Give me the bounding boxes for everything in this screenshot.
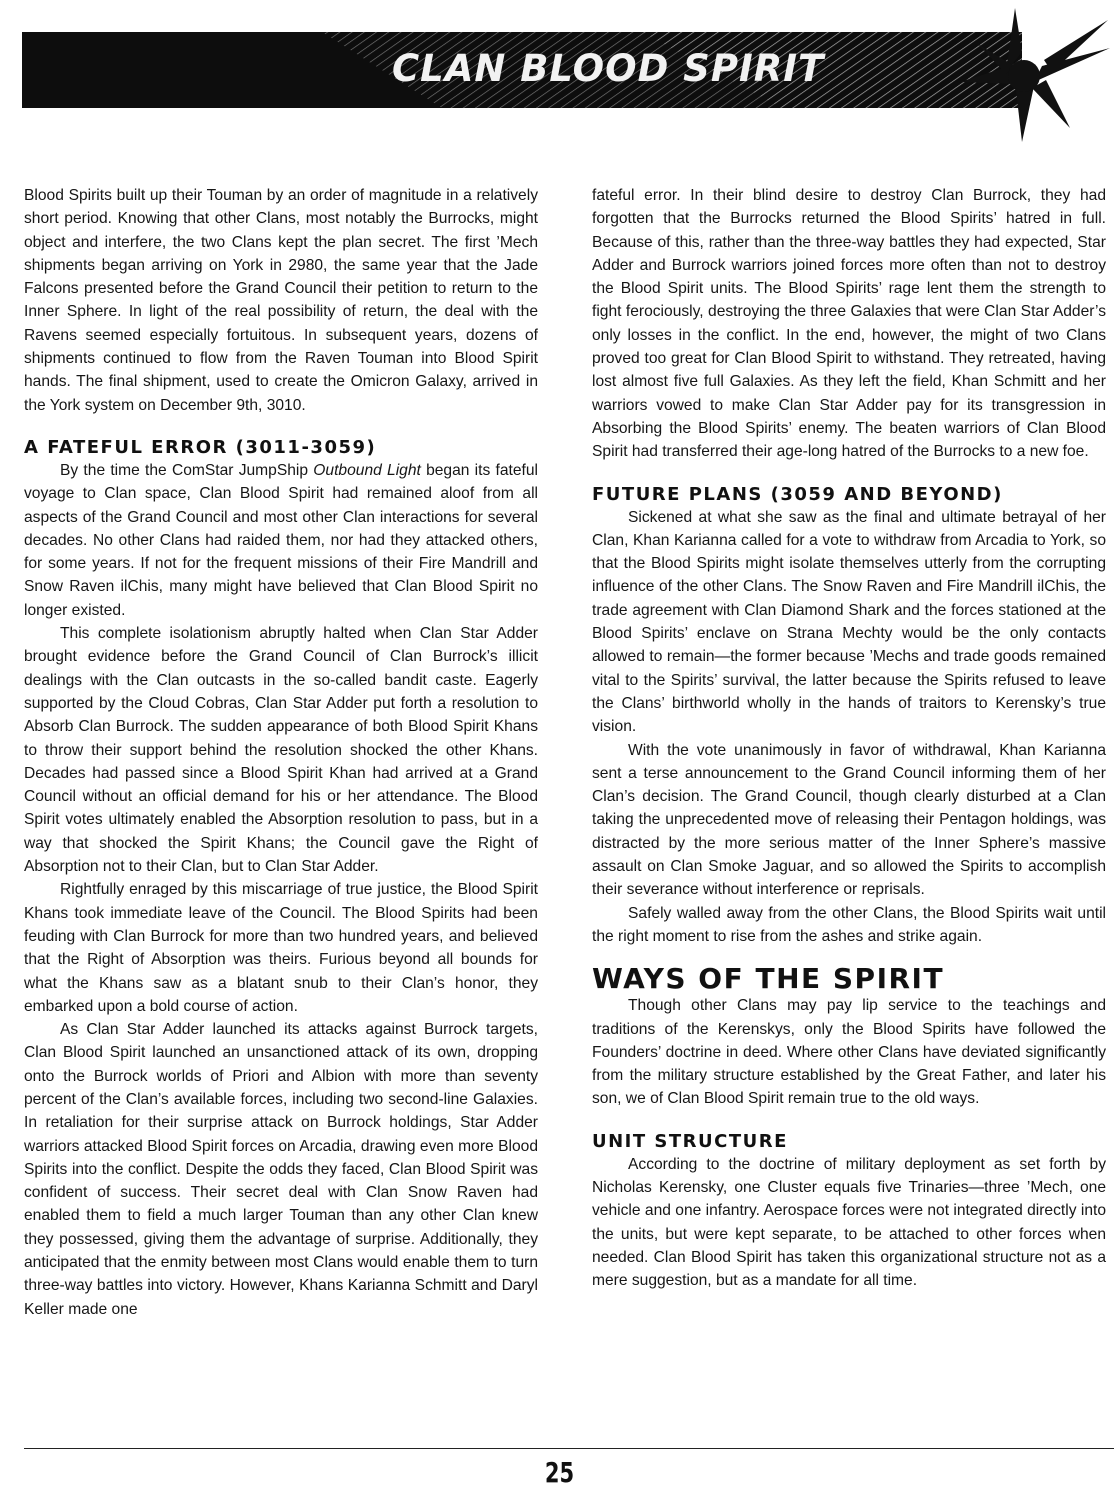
star-emblem-icon: [960, 8, 1110, 148]
paragraph-text: By the time the ComStar JumpShip: [60, 461, 314, 479]
continued-paragraph: fateful error. In their blind desire to destroy Clan Burrock, they had forgotten that the Burrocks returned the Blood Spirits’ hatred in full. Because of this, rather than the three-way battles they had expected, Star Adder and Burrock warriors joined forces more often than not to destroy the Blood Spirit units. The Blood Spirits’ rage lent them the strength to fight ferociously, destroying the three Galaxies that were Clan Star Adder’s only losses in the conflict. In the end, however, the might of two Clans proved too great for Clan Blood Spirit to withstand. They retreated, having lost almost five full Galaxies. As they left the field, Khan Schmitt and her warriors vowed to make Clan Star Adder pay for its transgression in Absorbing the Blood Spirits’ enemy. The beaten warriors of Clan Blood Spirit had transferred their age-long hatred of the Burrocks to a new foe.: [592, 187, 1106, 461]
page-title: CLAN BLOOD SPIRIT: [392, 47, 825, 90]
body-paragraph: Rightfully enraged by this miscarriage of true justice, the Blood Spirit Khans took immediate leave of the Council. The Blood Spirits had been feuding with Clan Burrock for more than two hundred years, and believed that the Right of Absorption was theirs. Furious beyond all bounds for what the Khans saw as a blatant snub to their Clan’s honor, they embarked upon a bold course of action.: [24, 881, 538, 1015]
body-paragraph: This complete isolationism abruptly halted when Clan Star Adder brought evidence before the Grand Council of Clan Burrock’s illicit dealings with the Clan outcasts in the so-called bandit caste. Eagerly supported by the Cloud Cobras, Clan Star Adder put forth a resolution to Absorb Clan Burrock. The sudden appearance of both Blood Spirit Khans to throw their support behind the resolution shocked the other Khans. Decades had passed since a Blood Spirit Khan had arrived at a Grand Council without an official demand for his or her attendance. The Blood Spirit votes ultimately enabled the Absorption resolution to pass, but in a way that shocked the Spirit Khans; the Council gave the Right of Absorption not to their Clan, but to Clan Star Adder.: [24, 625, 538, 876]
body-paragraph: With the vote unanimously in favor of withdrawal, Khan Karianna sent a terse announcement to the Grand Council informing them of her Clan’s decision. The Grand Council, though clearly disturbed at a Clan taking the unprecedented move of releasing their Pentagon holdings, was distracted by the more serious matter of the Inner Sphere’s massive assault on Clan Smoke Jaguar, and so allowed the Spirits to accomplish their severance without interference or reprisals.: [592, 741, 1106, 899]
section-heading-unit-structure: UNIT STRUCTURE: [592, 1130, 788, 1152]
header-banner: [22, 32, 1022, 108]
footer-divider: [24, 1448, 1114, 1449]
body-paragraph: [24, 459, 538, 622]
section-heading-fateful-error: A FATEFUL ERROR (3011-3059): [24, 436, 377, 458]
right-column: [592, 184, 1106, 1292]
section-heading-ways-of-the-spirit: WAYS OF THE SPIRIT: [592, 962, 945, 996]
left-column: [24, 184, 538, 1321]
body-paragraph: As Clan Star Adder launched its attacks against Burrock targets, Clan Blood Spirit launched an unsanctioned attack of its own, dropping onto the Burrock worlds of Priori and Albion with more than seventy percent of the Clan’s available forces, including two second-line Galaxies. In retaliation for their surprise attack on Burrock holdings, Star Adder warriors attacked Blood Spirit forces on Arcadia, drawing even more Blood Spirits into the conflict. Despite the odds they faced, Clan Blood Spirit was confident of success. Their secret deal with Clan Snow Raven had enabled them to field a much larger Touman than any other Clan knew they possessed, giving them the advantage of surprise. Additionally, they anticipated that the enmity between most Clans would enable them to turn three-way battles into victory. However, Khans Karianna Schmitt and Daryl Keller made one: [24, 1021, 538, 1318]
page-number: 25: [544, 1456, 575, 1489]
body-paragraph: Though other Clans may pay lip service to the teachings and traditions of the Kerenskys, only the Blood Spirits have followed the Founders’ doctrine in deed. Where other Clans have deviated significantly from the military structure established by the Great Father, and later his son, we of Clan Blood Spirit remain true to the old ways.: [592, 997, 1106, 1108]
paragraph-text: began its fateful voyage to Clan space, Clan Blood Spirit had remained aloof from all aspects of the Grand Council and most other Clan interactions for several decades. No other Clans had raided them, nor had they attacked others, for some years. If not for the frequent missions of their Fire Mandrill and Snow Raven ilChis, many might have believed that Clan Blood Spirit no longer existed.: [24, 461, 538, 619]
intro-paragraph: Blood Spirits built up their Touman by an order of magnitude in a relatively short period. Knowing that other Clans, most notably the Burrocks, might object and interfere, the two Clans kept the plan secret. The first ’Mech shipments began arriving on York in 2980, the same year that the Jade Falcons presented before the Grand Council their petition to return to the Inner Sphere. In light of the real possibility of return, the deal with the Ravens seemed especially fortuitous. In subsequent years, dozens of shipments continued to flow from the Raven Touman into Blood Spirit hands. The final shipment, used to create the Omicron Galaxy, arrived in the York system on December 9th, 3010.: [24, 187, 538, 414]
body-paragraph: According to the doctrine of military deployment as set forth by Nicholas Kerensky, one Cluster equals five Trinaries—three ’Mech, one vehicle and one infantry. Aerospace forces were not integrated directly into the units, but were kept separate, to be attached to other forces when needed. Clan Blood Spirit has taken this organizational structure not as a mere suggestion, but as a mandate for all time.: [592, 1155, 1106, 1290]
ship-name: Outbound Light: [313, 461, 421, 479]
body-paragraph: Sickened at what she saw as the final and ultimate betrayal of her Clan, Khan Karianna called for a vote to withdraw from Arcadia to York, so that the Blood Spirits might isolate themselves utterly from the corrupting influence of the other Clans. The Snow Raven and Fire Mandrill ilChis, the trade agreement with Clan Diamond Shark and the forces stationed at the Blood Spirits’ enclave on Strana Mechty would be the only contacts allowed to remain—the former because ’Mechs and trade goods remained vital to the Spirits’ survival, the latter because the Spirits refused to leave the Clans’ birthworld wholly in the hands of traitors to Kerensky’s true vision.: [592, 508, 1106, 736]
section-heading-future-plans: FUTURE PLANS (3059 AND BEYOND): [592, 483, 1003, 505]
body-paragraph: Safely walled away from the other Clans, the Blood Spirits wait until the right moment to rise from the ashes and strike again.: [592, 904, 1106, 945]
